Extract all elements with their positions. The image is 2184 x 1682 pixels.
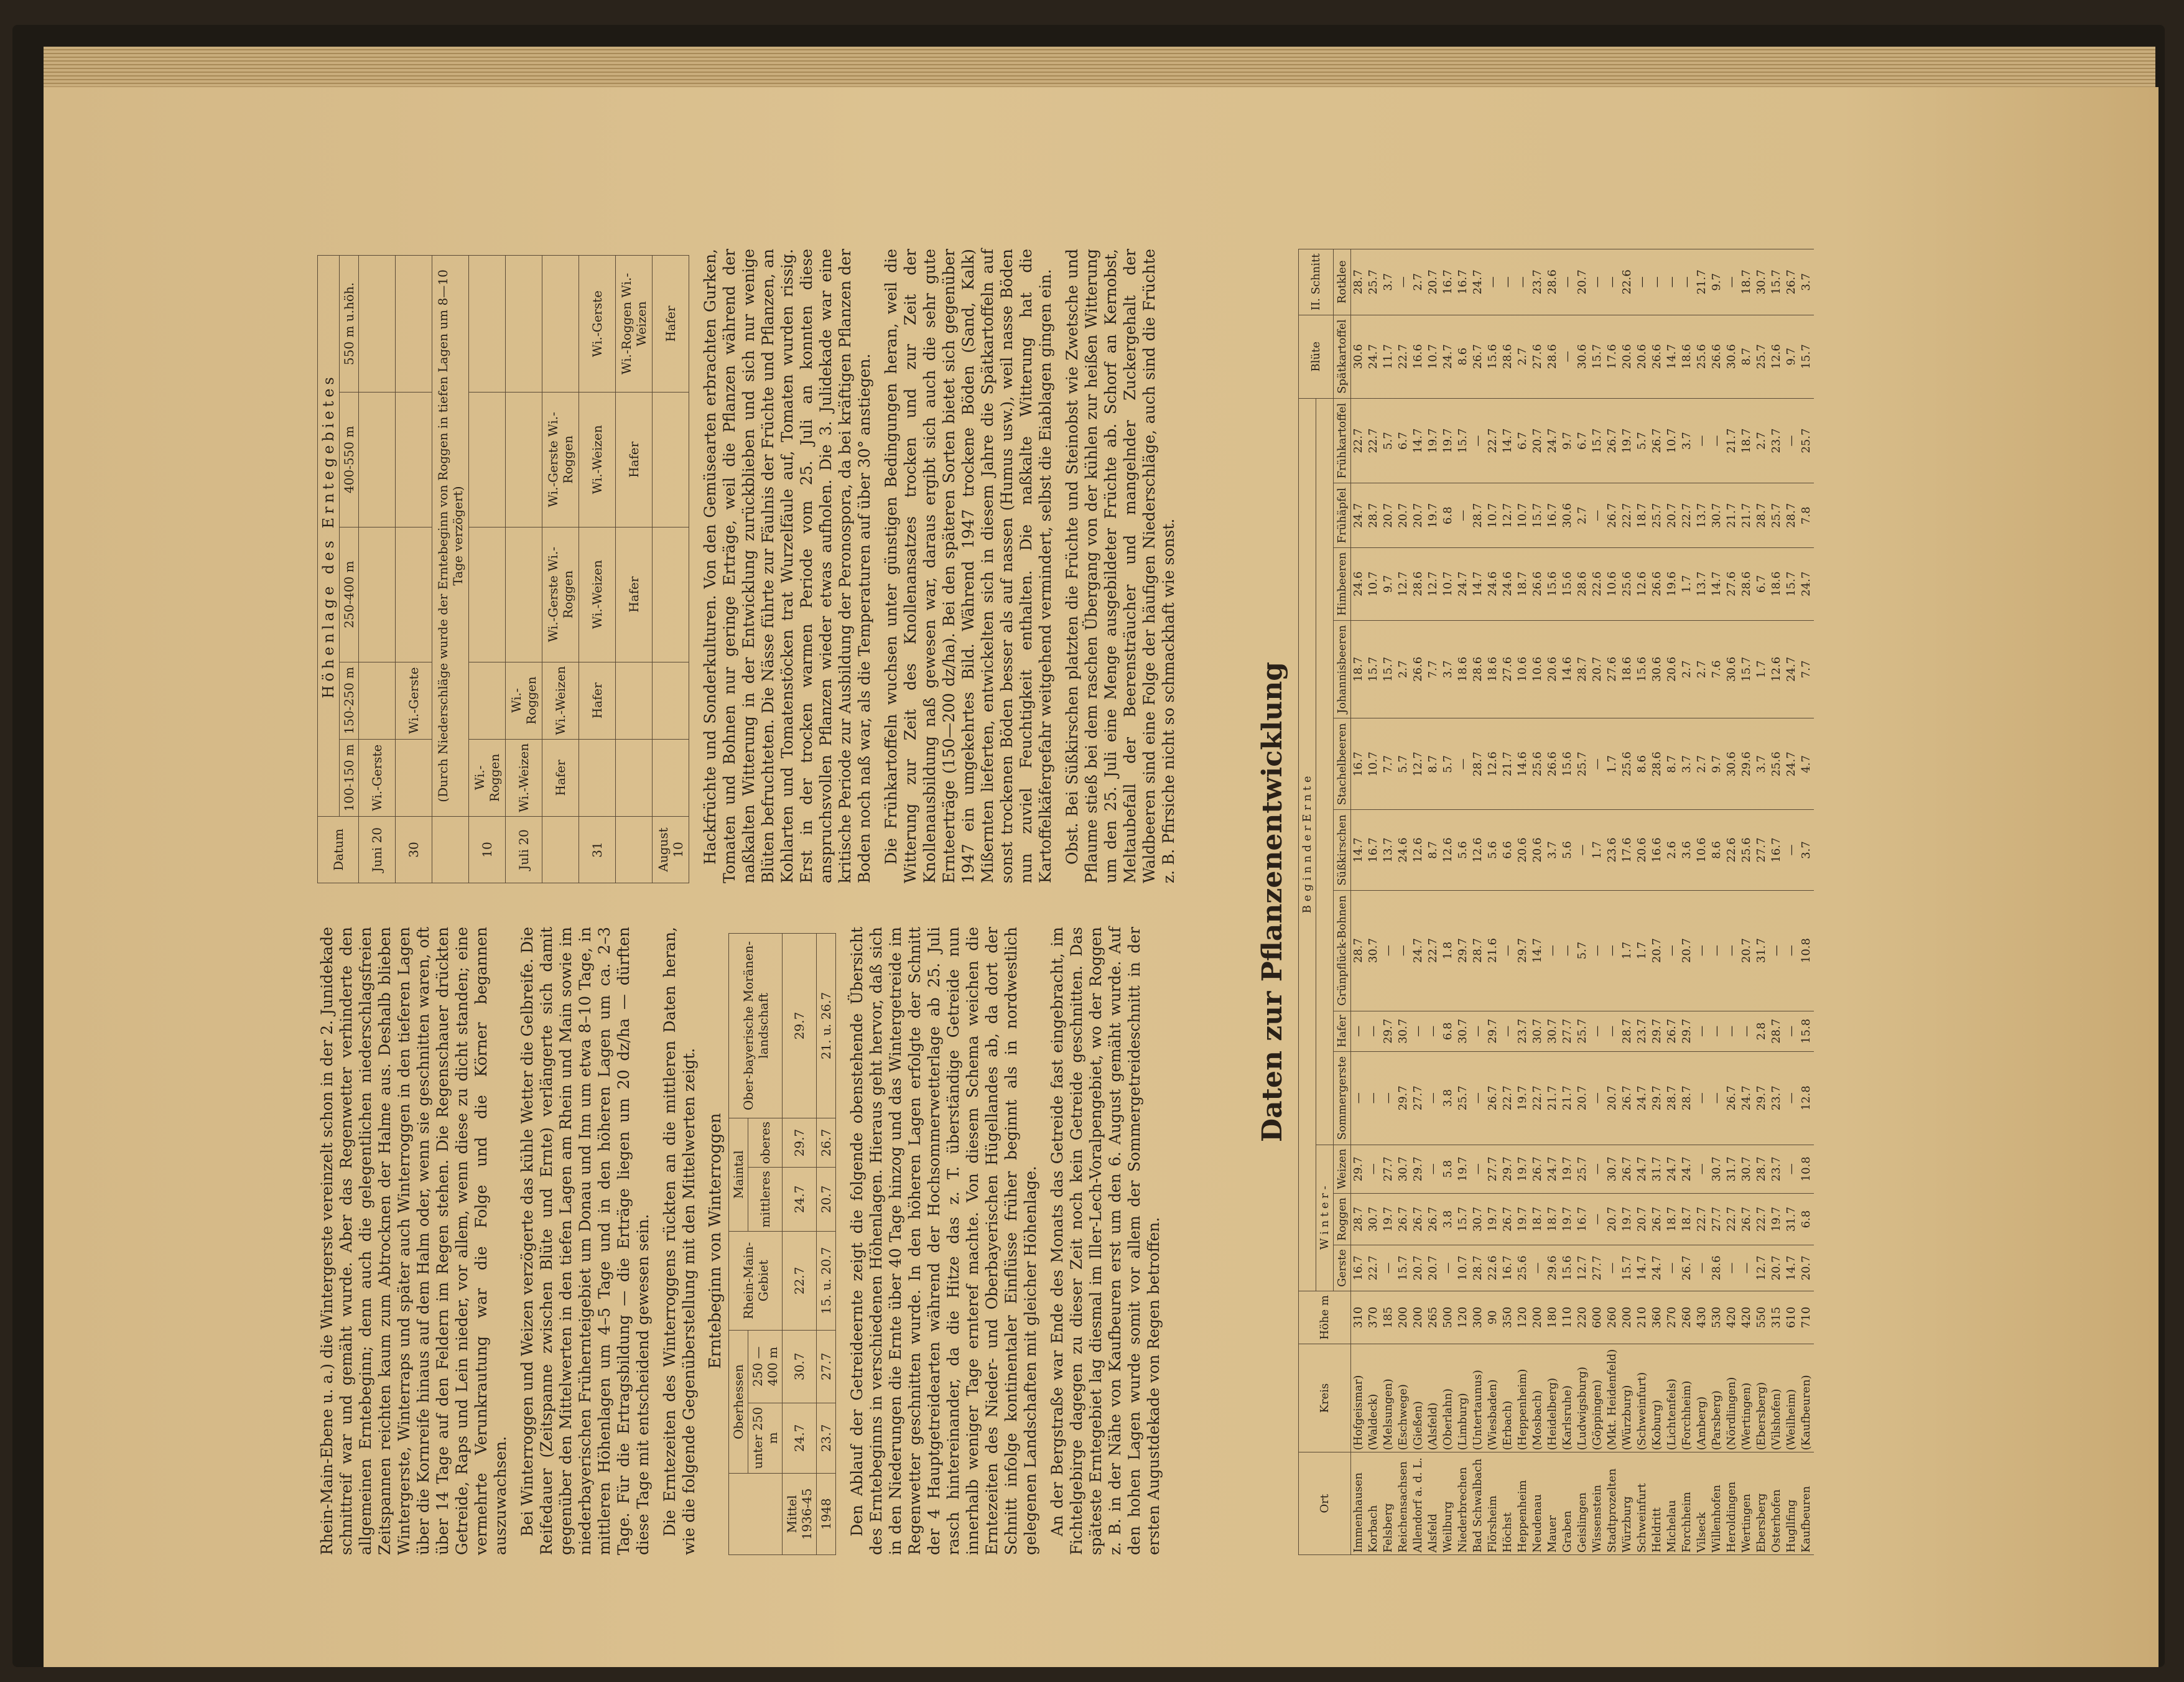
table-row: Stadtprozelten (Mkt. Heidenfeld) 260 — 20.7 30.7 20.7 — — 23.6 1.7 27.6 10.6 26.7 26.7 17.6 — bbox=[1605, 249, 1620, 1555]
table-row: 1948 23.7 27.7 15. u. 20.7 20.7 26.7 21. u. 26.7 bbox=[817, 934, 836, 1555]
table-row: Höchst (Erbach) 350 16.7 26.7 29.7 22.7 — — 6.6 21.7 27.6 24.6 12.7 14.7 28.6 — bbox=[1500, 249, 1515, 1555]
table-row: Heppenheim (Heppenheim) 120 25.6 19.7 19.7 19.7 23.7 29.7 20.6 14.6 10.6 18.7 10.7 6.7 2.7 — bbox=[1515, 249, 1530, 1555]
paragraph: Bei Winterroggen und Weizen verzögerte das kühle Wetter die Gelbreife. Die Reifedauer (Zeitspanne zwischen Blüte und Ernte) verlängerte sich damit gegenüber den Mittelwerten in den tiefen Lagen am Rhein und Main sowie im niederbayerischen Frühernteigebiet um Donau und Inn um etwa 8–10 Tage, in mittleren Höhenlagen um 4–5 Tage und in den höheren Lagen um ca. 2–3 Tage. Für die Ertragsbildung — die Erträge liegen um 20 dz/ha — dürften diese Tage mit entscheidend gewesen sein. bbox=[518, 927, 652, 1555]
table-row: Wertingen (Wertingen) 420 — 26.7 30.7 24.7 — 20.7 25.6 29.6 15.7 28.6 21.7 18.7 8.7 18.7 bbox=[1739, 249, 1754, 1555]
table-row: Forchheim (Forchheim) 260 26.7 18.7 24.7 28.7 29.7 20.7 3.6 3.7 2.7 1.7 22.7 3.7 18.6 — bbox=[1680, 249, 1694, 1555]
table-row: 10 Wi.-Roggen bbox=[469, 256, 506, 883]
table-row: Juli 20 Wi.-Weizen Wi.-Roggen bbox=[506, 256, 542, 883]
data-section bbox=[1232, 249, 1814, 1555]
table-row: Heldritt (Koburg) 360 24.7 26.7 31.7 29.7 29.7 20.7 16.6 28.6 30.6 26.6 25.7 26.7 26.6 — bbox=[1650, 249, 1665, 1555]
harvest-altitude-table: Datum Höhenlage des Erntegebietes 100-150 m 150-250 m 250-400 m 400-550 m 550 m u.höh. Juni 20 Wi.-Gerste 30 Wi.-Gerste (Durch Niederschläge wurde der Erntebeginn von Roggen in tiefen Lagen um 8—10 Tage verzögert) 10 Wi.-Roggen Juli 20 Wi.-Weizen Wi.-Roggen Hafer Wi.-Weizen Wi.-Gerste Wi.-Roggen Wi.-Gerste Wi.-Roggen 31 Hafer Wi.-Weizen Wi.-Weizen Wi.-Gerste Hafer Hafer Wi.-Roggen Wi.-Weizen August 10 Hafer bbox=[317, 255, 689, 883]
table-row: Felsberg (Melsungen) 185 — 19.7 27.7 — 29.7 — 13.7 7.7 15.7 9.7 20.7 5.7 11.7 3.7 bbox=[1381, 249, 1396, 1555]
table-row: Geislingen (Ludwigsburg) 220 12.7 16.7 25.7 20.7 25.7 5.7 — 25.7 28.7 28.6 2.7 6.7 30.6 20.7 bbox=[1575, 249, 1590, 1555]
table-row: Willenhofen (Parsberg) 530 28.6 27.7 30.7 — — — 8.6 9.7 7.6 14.7 30.7 — 26.6 9.7 bbox=[1709, 249, 1724, 1555]
rotated-page-content bbox=[44, 87, 2158, 1667]
data-table-title: Daten zur Pflanzenentwicklung bbox=[1257, 662, 1288, 1142]
paragraph: Hackfrüchte und Sonderkulturen. Von den Gemüsearten erbrachten Gurken, Tomaten und Bohnen nur geringe Erträge, weil die Pflanzen während der naßkalten Witterung in der Entwicklung zurückblieben und sich nur wenige Blüten befruchteten. Die Nässe führte zur Fäulnis der Früchte und Pflanzen, an Kohlarten und Tomatenstöcken trat Wurzelfäule auf, Tomaten wurden rissig. Erst in der trocken warmen Periode vom 25. Juli an konnten diese anspruchsvollen Pflanzen wieder etwas aufholen. Die 3. Julidekade war eine kritische Periode zur Ausbildung der Peronospora, da bei kräftigen Pflanzen der Boden noch naß war, als die Temperaturen auf über 30° anstiegen. bbox=[701, 249, 873, 883]
table-row: Wissenstein (Göppingen) 600 27.7 — — — — — 1.7 — 20.7 22.6 — 15.7 15.7 — bbox=[1590, 249, 1605, 1555]
table-row: Korbach (Waldeck) 370 22.7 30.7 — — — 30.7 16.7 10.7 15.7 10.7 28.7 22.7 24.7 25.7 bbox=[1366, 249, 1381, 1555]
table-row: (Durch Niederschläge wurde der Erntebeginn von Roggen in tiefen Lagen um 8—10 Tage verzögert) bbox=[432, 256, 469, 883]
table-row: Graben (Karlsruhe) 110 15.6 19.7 19.7 21.7 27.7 — 5.6 15.6 14.6 15.6 30.6 9.7 — — bbox=[1560, 249, 1575, 1555]
table-row: Allendorf a. d. L. (Gießen) 200 20.7 26.7 29.7 27.7 — 24.7 12.6 12.7 26.6 28.6 20.7 14.7 16.6 2.7 bbox=[1411, 249, 1426, 1555]
left-column bbox=[317, 927, 1171, 1555]
table-row: Reichensachsen (Eschwege) 200 15.7 26.7 30.7 29.7 30.7 — 24.6 5.7 2.7 12.7 20.7 6.7 22.7 — bbox=[1396, 249, 1411, 1555]
table-row: 30 Wi.-Gerste bbox=[396, 256, 432, 883]
table-row: Michelau (Lichtenfels) 270 — 18.7 24.7 28.7 26.7 — 2.6 8.7 20.6 19.6 20.7 10.7 14.7 — bbox=[1665, 249, 1680, 1555]
paragraph: An der Bergstraße war Ende des Monats das Getreide fast eingebracht, im Fichtelgebirge dagegen zu dieser Zeit noch kein Getreide geschnitten. Das späteste Erntegebiet lag diesmal im Iller-Lech-Voralpengebiet, wo der Roggen z. B. in der Nähe von Kaufbeuren erst um den 6. August gemäht wurde. Auf den hohen Lagen wurde somit vor allem der Sommergetreideschnitt in der ersten Augustdekade von Regen betroffen. bbox=[1048, 927, 1163, 1555]
paragraph: Den Ablauf der Getreideernte zeigt die folgende obenstehende Übersicht des Erntebeginns in verschiedenen Höhenlagen. Hieraus geht hervor, daß sich in den Niederungen die Ernte über 40 Tage hinzog und das Wintergetreide im Regenwetter geschnitten wurde. In den höheren Lagen erfolgte der Schnitt der 4 Hauptgetreidearten während der Hochsommerwetterlage ab 25. Juli rasch hintereinander, da die Hitze das z. T. überständige Getreide nun innerhalb weniger Tage ernteref machte. Von diesem Schema weichen die Erntezeiten des Nieder- und Oberbayerischen Hügellandes ab, da dort der Schnitt infolge kontinentaler Einflüsse früher beginnt als in nordwestlich gelegenen Landschaften mit gleicher Höhenlage. bbox=[848, 927, 1039, 1555]
rye-table: Oberhessen Rhein-Main-Gebiet Maintal Ober-bayerische Moränen-landschaft unter 250 m 250 — 400 m mittleres oberes Mittel 1936-45 24.7 30.7 22.7 24.7 29.7 29.7 1948 23.7 27.7 15. u. 20.7 20.7 26.7 21. u. 26.7 bbox=[728, 933, 836, 1555]
table-row: Niederbrechen (Limburg) 120 10.7 15.7 19.7 25.7 30.7 29.7 5.6 — 18.6 24.7 — 15.7 8.6 16.7 bbox=[1456, 249, 1471, 1555]
table-row: Flörsheim (Wiesbaden) 90 22.6 19.7 27.7 26.7 29.7 21.6 5.6 12.6 18.6 24.6 10.7 22.7 15.6 — bbox=[1485, 249, 1500, 1555]
table-row: Schweinfurt (Schweinfurt) 210 14.7 20.7 24.7 24.7 23.7 1.7 20.6 8.6 15.6 12.6 18.7 5.7 20.6 — bbox=[1635, 249, 1650, 1555]
table-row: Heroldingen (Nördlingen) 420 — 22.7 31.7 26.7 — — 22.6 30.6 30.6 27.6 21.7 21.7 30.6 — bbox=[1724, 249, 1739, 1555]
table-row: Hugllfing (Weilheim) 610 14.7 31.7 — — — — — 24.7 24.7 15.7 28.7 — 9.7 26.7 bbox=[1784, 249, 1799, 1555]
table-row: Neudenau (Mosbach) 200 — 18.7 26.7 22.7 30.7 14.7 20.6 25.6 10.6 26.6 15.7 20.7 27.6 23.7 bbox=[1530, 249, 1545, 1555]
table-row: Hafer Hafer Wi.-Roggen Wi.-Weizen bbox=[616, 256, 653, 883]
table-row: Würzburg (Würzburg) 200 15.7 19.7 26.7 26.7 28.7 1.7 17.6 25.6 18.6 25.6 22.7 19.7 20.6 22.6 bbox=[1620, 249, 1635, 1555]
paragraph: Rhein-Main-Ebene u. a.) die Wintergerste vereinzelt schon in der 2. Junidekade schnittreif war und gemäht wurde. Aber das Regenwetter verhinderte den allgemeinen Erntebeginn; denn auch die gelegentlichen niederschlagsfreien Zeitspannen reichten kaum zum Abtrocknen der Halme aus. Deshalb blieben Wintergerste, Winterraps und später auch Winterroggen in den tieferen Lagen über die Kornreife hinaus auf dem Halm oder, wenn sie geschnitten waren, oft über 14 Tage auf den Feldern im Regen stehen. Die Regenschauer drückten Getreide, Raps und Lein nieder, vor allem, wenn diese zu dicht standen; eine vermehrte Verunkrautung war die Folge und die Körner begannen auszuwachsen. bbox=[318, 927, 509, 1555]
table-row: Mittel 1936-45 24.7 30.7 22.7 24.7 29.7 29.7 bbox=[783, 934, 817, 1555]
paragraph: Die Frühkartoffeln wuchsen unter günstigen Bedingungen heran, weil die Witterung zur Zeit des Knollenansatzes trocken und zur Zeit der Knollenausbildung naß gewesen war, daraus ergibt sich auch die sehr gute Ernteerträge (150—200 dz/ha). Bei den späteren Sorten bietet sich gegenüber 1947 ein umgekehrtes Bild. Während 1947 trockene Böden (Sand, Kalk) Mißernten lieferten, entwickelten sich in diesem Jahre die Spätkartoffeln auf sonst trockenen Böden besser als auf nassen (Humus usw.), weil nasse Böden nun zuviel Feuchtigkeit enthalten. Die naßkalte Witterung hat die Kartoffelkäfergefahr weitgehend vermindert, selbst die Eiablagen gingen ein. bbox=[882, 249, 1054, 883]
table-row: August 10 Hafer bbox=[653, 256, 689, 883]
book-page bbox=[44, 87, 2158, 1667]
right-column bbox=[317, 249, 1186, 883]
table-row: Immenhausen (Hofgeismar) 310 16.7 28.7 29.7 — — 28.7 14.7 16.7 18.7 24.6 24.7 22.7 30.6 28.7 bbox=[1351, 249, 1367, 1555]
table-row: Juni 20 Wi.-Gerste bbox=[359, 256, 396, 883]
table-row: 31 Hafer Wi.-Weizen Wi.-Weizen Wi.-Gerste bbox=[579, 256, 616, 883]
paragraph: Die Erntezeiten des Winterroggens rückten an die mittleren Daten heran, wie die folgende Gegenüberstellung mit den Mittelwerten zeigt. bbox=[661, 927, 698, 1555]
paragraph: Obst. Bei Süßkirschen platzten die Früchte und Steinobst wie Zwetsche und Pflaume stieß bei dem raschen Übergang von der kühlen zur heißen Witterung um den 25. Juli eine Menge ausgebildeter Früchte ab. Schorf an Kernobst, Meltaubefall der Beerensträucher und mangelnder Zuckergehalt der Waldbeeren sind eine Folge der häufigen Niederschläge, auch sind die Früchte z. B. Pfirsiche nicht so schmackhaft wie sonst. bbox=[1063, 249, 1178, 883]
table-row: Weilburg (Oberlahn) 500 — 3.8 5.8 3.8 6.8 1.8 12.6 5.7 3.7 10.7 6.8 19.7 24.7 16.7 bbox=[1441, 249, 1456, 1555]
plant-development-table: Ort Kreis Höhe m B e g i n n d e r E r n t e Blüte II. Schnitt W i n t e r - Gerste Roggen Weizen Sommergerste Hafer Grünpflück-Bohnen Süßkirschen Stachelbeeren Johannisbeeren Himbeeren Frühäpfel Frühkartoffel Spätkartoffel Rotklee Immenhausen (Hofgeismar) 310 16.7 28.7 29.7 — — 28.7 14.7 16.7 18.7 24.6 24.7 22.7 30.6 28.7 Korbach (Waldeck) 370 22.7 30.7 — — — 30.7 16.7 10.7 15.7 10.7 28.7 22.7 24.7 25.7 Felsberg (Melsungen) 185 — 19.7 27.7 — 29.7 — 13.7 7.7 15.7 9.7 20.7 5.7 11.7 3.7 Reichensachsen (Eschwege) 200 15.7 26.7 30.7 29.7 30.7 — 24.6 5.7 2.7 12.7 20.7 6.7 22.7 — Allendorf a. d. L. (Gießen) 200 20.7 26.7 29.7 27.7 — 24.7 12.6 12.7 26.6 28.6 20.7 14.7 16.6 2.7 Alsfeld (Alsfeld) 265 20.7 26.7 — — — 22.7 8.7 8.7 7.7 12.7 19.7 19.7 10.7 20.7 Weilburg (Oberlahn) 500 — 3.8 5.8 3.8 6.8 1.8 12.6 5.7 3.7 10.7 6.8 19.7 24.7 16.7 Niederbrechen (Limburg) 120 10.7 15.7 19.7 25.7 30.7 29.7 5.6 — 18.6 24.7 — 15.7 8.6 16.7 Bad Schwalbach (Untertaunus) 300 28.7 30.7 — — — 28.7 12.6 28.7 28.6 14.7 28.7 — 26.7 24.7 Flörsheim (Wiesbaden) 90 22.6 19.7 27.7 26.7 29.7 21.6 5.6 12.6 18.6 24.6 10.7 22.7 15.6 — Höchst (Erbach) 350 16.7 26.7 29.7 22.7 — — 6.6 21.7 27.6 24.6 12.7 14.7 28.6 — Heppenheim (Heppenheim) 120 25.6 19.7 19.7 19.7 23.7 29.7 20.6 14.6 10.6 18.7 10.7 6.7 2.7 — Neudenau (Mosbach) 200 — 18.7 26.7 22.7 30.7 14.7 20.6 25.6 10.6 26.6 15.7 20.7 27.6 23.7 Mauer (Heidelberg) 180 29.6 18.7 24.7 21.7 30.7 — 3.7 26.6 20.6 15.6 16.7 24.7 28.6 28.6 Graben (Karlsruhe) 110 15.6 19.7 19.7 21.7 27.7 — 5.6 15.6 14.6 15.6 30.6 9.7 — — Geislingen (Ludwigsburg) 220 12.7 16.7 25.7 20.7 25.7 5.7 — 25.7 28.7 28.6 2.7 6.7 30.6 20.7 Wissenstein (Göppingen) 600 27.7 — — — — — 1.7 — 20.7 22.6 — 15.7 15.7 — Stadtprozelten (Mkt. Heidenfeld) 260 — 20.7 30.7 20.7 — — 23.6 1.7 27.6 10.6 26.7 26.7 17.6 — Würzburg (Würzburg) 200 15.7 19.7 26.7 26.7 28.7 1.7 17.6 25.6 18.6 25.6 22.7 19.7 20.6 22.6 Schweinfurt (Schweinfurt) 210 14.7 20.7 24.7 24.7 23.7 1.7 20.6 8.6 15.6 12.6 18.7 5.7 20.6 — Heldritt (Koburg) 360 24.7 26.7 31.7 29.7 29.7 20.7 16.6 28.6 30.6 26.6 25.7 26.7 26.6 — Michelau (Lichtenfels) 270 — 18.7 24.7 28.7 26.7 — 2.6 8.7 20.6 19.6 20.7 10.7 14.7 — Forchheim (Forchheim) 260 26.7 18.7 24.7 28.7 29.7 20.7 3.6 3.7 2.7 1.7 22.7 3.7 18.6 — Vilseck (Amberg) 430 — 22.7 — — — — 10.6 2.7 2.7 13.7 13.7 — 25.6 21.7 Willenhofen (Parsberg) 530 28.6 27.7 30.7 — — — 8.6 9.7 7.6 14.7 30.7 — 26.6 9.7 Heroldingen (Nördlingen) 420 — 22.7 31.7 26.7 — — 22.6 30.6 30.6 27.6 21.7 21.7 30.6 — Wertingen (Wertingen) 420 — 26.7 30.7 24.7 — 20.7 25.6 29.6 15.7 28.6 21.7 18.7 8.7 18.7 Ebersberg (Ebersberg) 550 12.7 22.7 28.7 29.7 2.8 31.7 27.7 3.7 1.7 6.7 28.7 2.7 25.7 30.7 Osterhofen (Vilshofen) 315 20.7 19.7 23.7 23.7 28.7 — 16.7 25.6 12.6 18.6 25.7 23.7 12.6 15.7 Hugllfing (Weilheim) 610 14.7 31.7 — — — — — 24.7 24.7 15.7 28.7 — 9.7 26.7 Kaufbeuren (Kaufbeuren) 710 20.7 6.8 10.8 12.8 15.8 10.8 3.7 4.7 7.7 24.7 7.8 25.7 15.7 3.7 bbox=[1298, 249, 1814, 1555]
table-row: Kaufbeuren (Kaufbeuren) 710 20.7 6.8 10.8 12.8 15.8 10.8 3.7 4.7 7.7 24.7 7.8 25.7 15.7 3.7 bbox=[1799, 249, 1814, 1555]
table-row: Alsfeld (Alsfeld) 265 20.7 26.7 — — — 22.7 8.7 8.7 7.7 12.7 19.7 19.7 10.7 20.7 bbox=[1426, 249, 1441, 1555]
table-row: Vilseck (Amberg) 430 — 22.7 — — — — 10.6 2.7 2.7 13.7 13.7 — 25.6 21.7 bbox=[1694, 249, 1709, 1555]
table-row: Ebersberg (Ebersberg) 550 12.7 22.7 28.7 29.7 2.8 31.7 27.7 3.7 1.7 6.7 28.7 2.7 25.7 30.7 bbox=[1754, 249, 1769, 1555]
table-row: Bad Schwalbach (Untertaunus) 300 28.7 30.7 — — — 28.7 12.6 28.7 28.6 14.7 28.7 — 26.7 24.7 bbox=[1471, 249, 1485, 1555]
table-row: Hafer Wi.-Weizen Wi.-Gerste Wi.-Roggen Wi.-Gerste Wi.-Roggen bbox=[542, 256, 579, 883]
rye-table-title: Erntebeginn von Winterroggen bbox=[706, 1113, 725, 1369]
table-row: Mauer (Heidelberg) 180 29.6 18.7 24.7 21.7 30.7 — 3.7 26.6 20.6 15.6 16.7 24.7 28.6 28.6 bbox=[1545, 249, 1560, 1555]
table-row: Osterhofen (Vilshofen) 315 20.7 19.7 23.7 23.7 28.7 — 16.7 25.6 12.6 18.6 25.7 23.7 12.6 15.7 bbox=[1769, 249, 1784, 1555]
